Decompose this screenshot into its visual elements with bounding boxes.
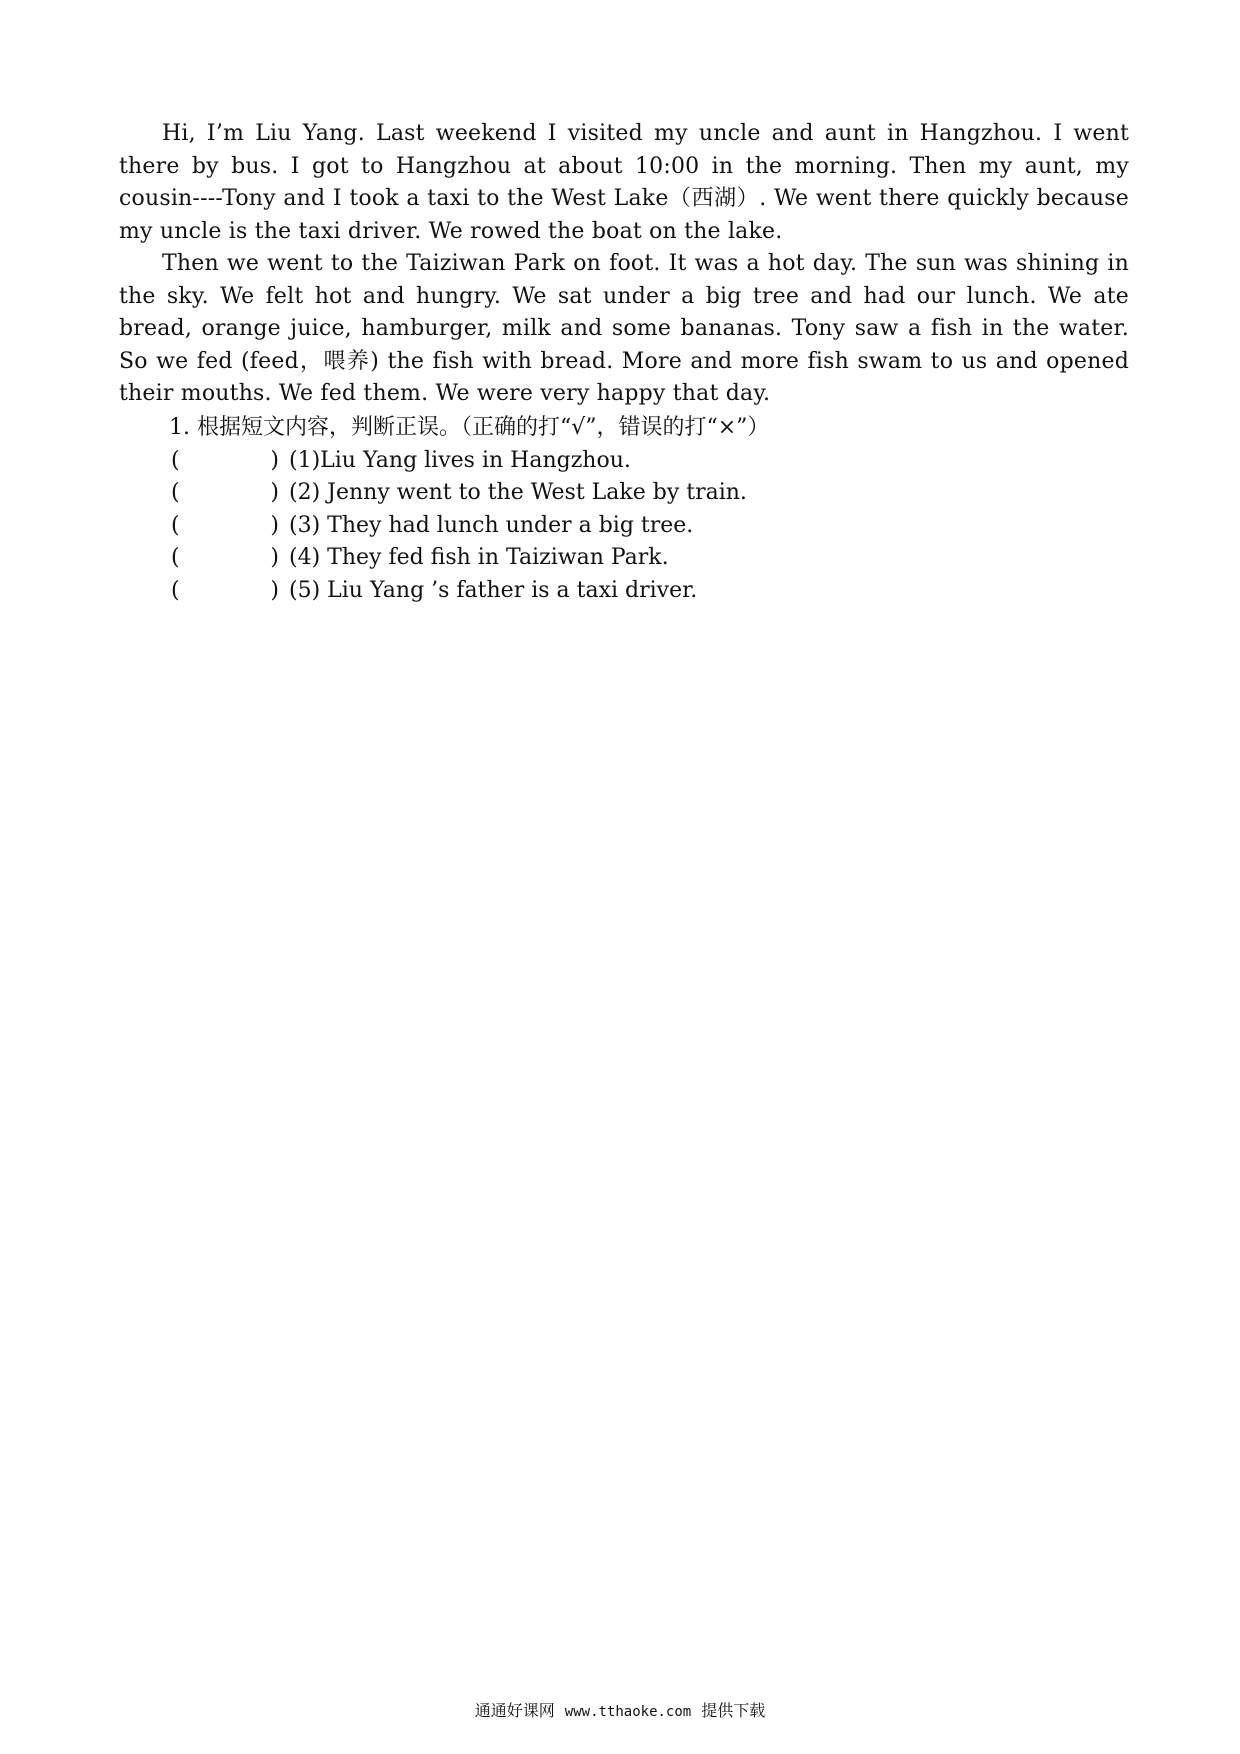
reading-passage — [119, 118, 1129, 411]
answer-blank[interactable]: ( ) — [171, 545, 279, 570]
answer-blank[interactable]: ( ) — [171, 447, 279, 473]
answer-blank[interactable]: ( ) — [171, 480, 279, 505]
passage-paragraph-2: Then we went to the Taiziwan Park on foot. It was a hot day. The sun was shining in the sky. We felt hot and hungry. We sat under a big tree and had our lunch. We ate bread, orange juice, hamburger, milk and some bananas. Tony saw a fish in the water. So we fed (feed，喂养) the fish with bread. More and more fish swam to us and opened their mouths. We fed them. We were very happy that day. — [119, 251, 1129, 406]
answer-blank[interactable]: ( ) — [171, 512, 279, 538]
question-item-1 — [119, 445, 1129, 478]
true-false-question — [119, 412, 1129, 607]
question-title: 1. 根据短文内容，判断正误。（正确的打“√”，错误的打“×”） — [169, 415, 770, 440]
question-item-3 — [119, 510, 1129, 543]
question-item-text: (3) They had lunch under a big tree. — [289, 512, 694, 538]
question-item-5 — [119, 575, 1129, 608]
footer-url: www.tthaoke.com — [564, 1704, 692, 1720]
page-footer — [0, 1698, 1240, 1721]
question-item-text: (1)Liu Yang lives in Hangzhou. — [289, 447, 631, 473]
passage-paragraph-1: Hi, I’m Liu Yang. Last weekend I visited my uncle and aunt in Hangzhou. I went there by bus. I got to Hangzhou at about 10:00 in the morning. Then my aunt, my cousin----Tony and I took a taxi to the West Lake（西湖）. We went there quickly because my uncle is the taxi driver. We rowed the boat on the lake. — [119, 121, 1129, 244]
question-item-4 — [119, 542, 1129, 575]
footer-site-name: 通通好课网 — [474, 1701, 555, 1720]
footer-download-text: 提供下载 — [701, 1701, 766, 1720]
question-item-2 — [119, 477, 1129, 510]
question-item-text: (2) Jenny went to the West Lake by train. — [289, 480, 747, 505]
answer-blank[interactable]: ( ) — [171, 577, 279, 603]
question-item-text: (4) They fed fish in Taiziwan Park. — [289, 545, 669, 570]
question-item-text: (5) Liu Yang ’s father is a taxi driver. — [289, 577, 698, 603]
